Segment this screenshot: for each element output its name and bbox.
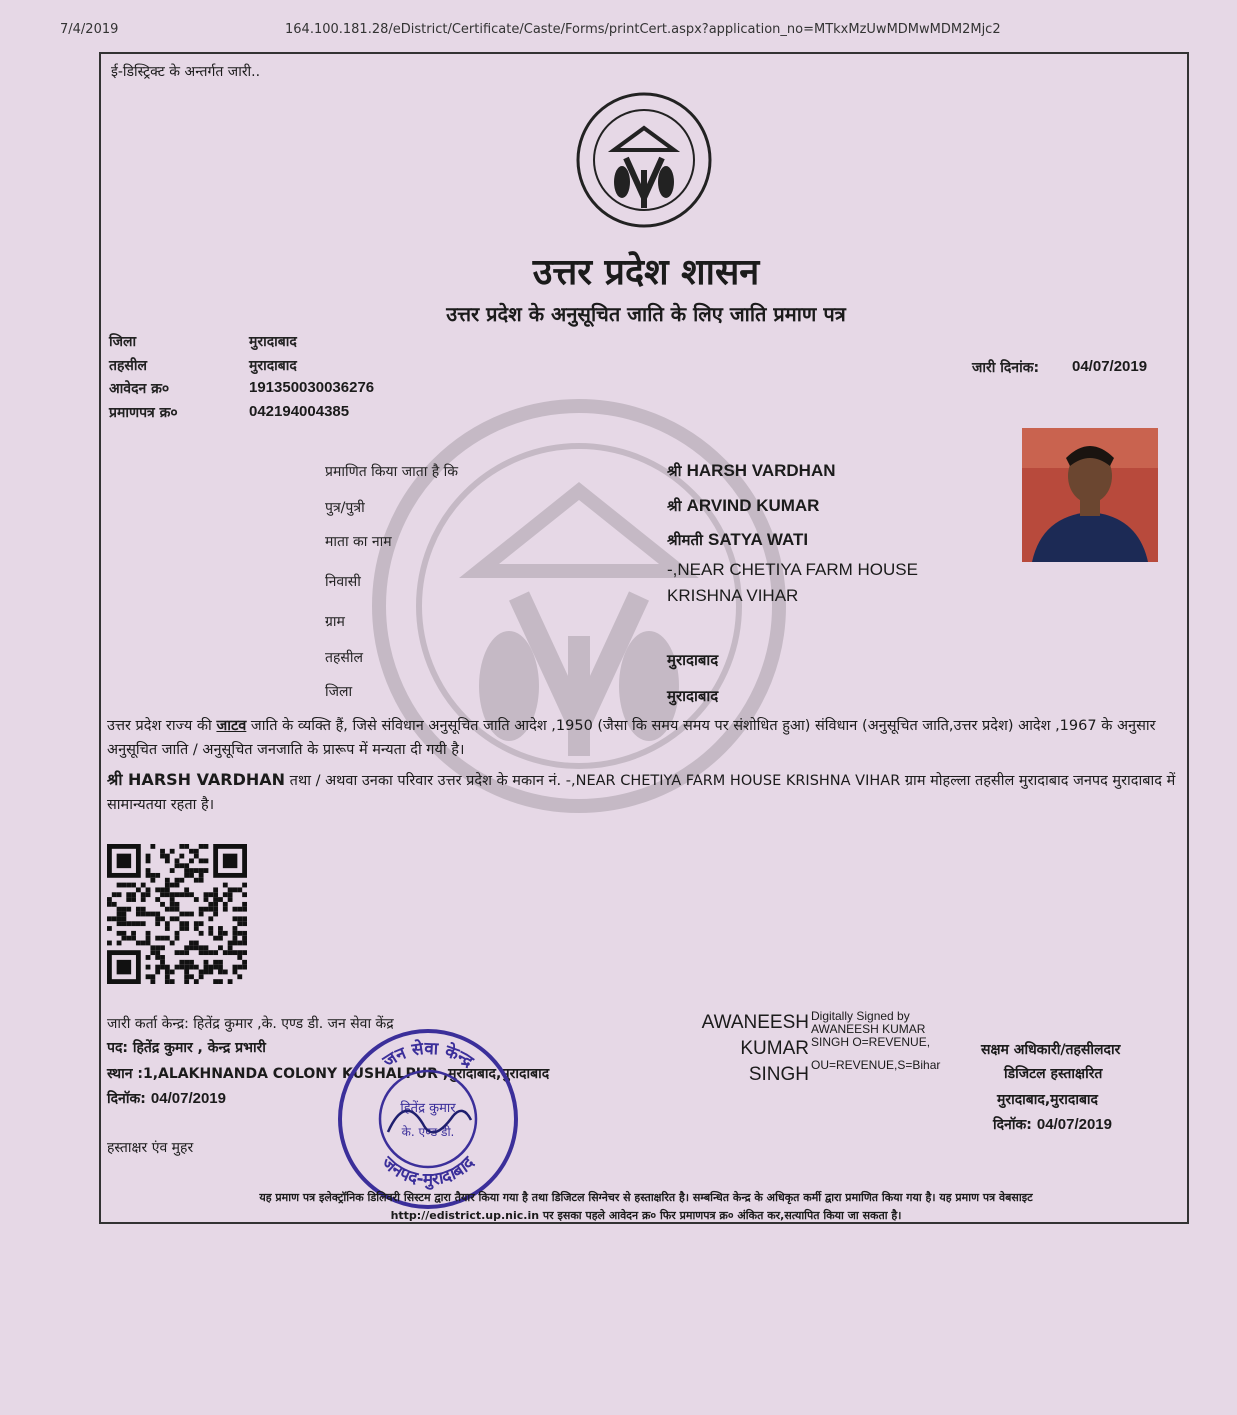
caste-statement-start: उत्तर प्रदेश राज्य की [107,718,217,734]
father-prefix: श्री [667,497,682,515]
issued-under-note: ई-डिस्ट्रिक्ट के अन्तर्गत जारी.. [111,64,261,80]
qr-code [107,844,247,984]
certificate-label: प्रमाणपत्र क्र० [109,405,178,421]
stamp-bottom-text: जनपद-मुरादाबाद [377,1152,479,1190]
authority-date-label: दिनॉक: [993,1117,1032,1133]
village-label: ग्राम [325,614,345,630]
detail-district-label: जिला [325,684,353,700]
applicant-name: HARSH VARDHAN [686,461,836,480]
issuer-date [107,1088,226,1108]
stamp-center-text: के. एण्ड डी. [401,1125,455,1139]
applicant-name-field [667,461,836,481]
signer-name-line-2: KUMAR [740,1038,809,1059]
issuer-post: पद: हितेंद्र कुमार , केन्द्र प्रभारी [107,1040,266,1056]
application-label: आवेदन क्र० [109,381,170,397]
father-name: ARVIND KUMAR [686,496,820,515]
up-government-emblem [574,90,714,230]
browser-url: 164.100.181.28/eDistrict/Certificate/Caste/Forms/printCert.aspx?application_no=MTkxMzUwMDMwMDM2Mjc2 [285,22,1001,37]
detail-tehsil-label: तहसील [325,650,363,666]
signature-detail-line-4: OU=REVENUE,S=Bihar [811,1058,941,1072]
issuer-date-label: दिनॉक: [107,1091,146,1107]
svg-text:जन सेवा केन्द्र [379,1038,478,1073]
name-prefix: श्री [667,462,682,480]
issue-date-label: जारी दिनांक: [972,360,1040,376]
stamp-top-text: जन सेवा केन्द्र [379,1038,477,1072]
browser-date: 7/4/2019 [60,22,119,37]
residence-person-name: श्री HARSH VARDHAN [107,770,286,789]
authority-digital-signed: डिजिटल हस्ताक्षरित [1004,1066,1103,1082]
certified-label: प्रमाणित किया जाता है कि [325,464,459,480]
signer-name-line-1: AWANEESH [701,1012,809,1033]
residence-statement [107,768,1177,817]
stamp-middle-text: हितेंद्र कुमार [400,1101,456,1116]
footer-note-line-1: यह प्रमाण पत्र इलेक्ट्रॉनिक डिलिवरी सिस्टम द्वारा तैयार किया गया है तथा डिजिटल सिग्नेचर से हस्ताक्षरित है। सम्बन्धित केन्द्र के अधिकृत कर्मी द्वारा प्रमाणित किया गया है। यह प्रमाण पत्र वेबसाइट [259,1191,1033,1204]
page-title: उत्तर प्रदेश शासन [532,251,760,293]
mother-label: माता का नाम [325,534,392,550]
caste-name: जाटव [216,718,247,734]
district-value: मुरादाबाद [249,334,297,350]
jan-seva-kendra-stamp [333,1024,523,1214]
digital-signature-detail [811,1010,940,1072]
issue-date-value: 04/07/2019 [1072,358,1148,375]
signature-detail-line-2: AWANEESH KUMAR [811,1022,926,1036]
resident-line-1: -,NEAR CHETIYA FARM HOUSE [667,560,918,579]
resident-line-2: KRISHNA VIHAR [667,586,799,605]
certificate-frame [99,52,1189,1224]
resident-label: निवासी [325,574,361,590]
signature-detail-line-3: SINGH O=REVENUE, [811,1035,931,1049]
certificate-number: 042194004385 [249,403,350,420]
application-number: 191350030036276 [249,379,375,396]
authority-place: मुरादाबाद,मुरादाबाद [997,1092,1098,1108]
father-label: पुत्र/पुत्री [325,500,365,516]
signer-name-line-3: SINGH [748,1064,809,1085]
footer-note-line-2: http://edistrict.up.nic.in पर इसका पहले आवेदन क्र० फिर प्रमाणपत्र क्र० अंकित कर,सत्यापित किया जा सकता है। [390,1209,902,1222]
svg-text:जनपद-मुरादाबाद [377,1152,479,1190]
tehsil-value: मुरादाबाद [249,358,297,374]
authority-title: सक्षम अधिकारी/तहसीलदार [981,1042,1121,1058]
signature-detail-line-1: Digitally Signed by [811,1009,910,1023]
detail-district-value: मुरादाबाद [667,687,719,705]
father-name-field [667,496,819,516]
authority-date-value: 04/07/2019 [1036,1116,1112,1133]
issuer-date-value: 04/07/2019 [150,1090,226,1107]
signature-seal-label: हस्ताक्षर एंव मुहर [107,1140,194,1156]
tehsil-label: तहसील [109,358,147,374]
district-label: जिला [109,334,137,350]
issuer-place: स्थान :1,ALAKHNANDA COLONY KUSHALPUR ,मुरादाबाद,मुरादाबाद [107,1066,550,1082]
authority-date [993,1114,1112,1134]
page-subtitle: उत्तर प्रदेश के अनुसूचित जाति के लिए जाति प्रमाण पत्र [446,302,846,326]
residence-statement-text: तथा / अथवा उनका परिवार उत्तर प्रदेश के मकान नं. -,NEAR CHETIYA FARM HOUSE KRISHNA VIHAR ग्राम मोहल्ला तहसील मुरादाबाद जनपद मुरादाबाद में सामान्यतया रहता है। [107,773,1176,813]
mother-name-field [667,530,808,550]
issuing-centre: जारी कर्ता केन्द्र: हितेंद्र कुमार ,के. एण्ड डी. जन सेवा केंद्र [107,1016,394,1032]
caste-statement [107,714,1177,762]
digital-signer-name [684,1010,809,1088]
caste-statement-end: जाति के व्यक्ति हैं, जिसे संविधान अनुसूचित जाति आदेश ,1950 (जैसा कि समय समय पर संशोधित हुआ) संविधान (अनुसूचित जाति,उत्तर प्रदेश) आदेश ,1967 के अनुसार अनुसूचित जाति / अनुसूचित जनजाति के प्रारूप में मन्यता दी गयी है। [107,718,1156,758]
applicant-photo [1022,428,1158,562]
detail-tehsil-value: मुरादाबाद [667,651,719,669]
mother-prefix: श्रीमती [667,531,703,549]
mother-name: SATYA WATI [708,530,809,549]
